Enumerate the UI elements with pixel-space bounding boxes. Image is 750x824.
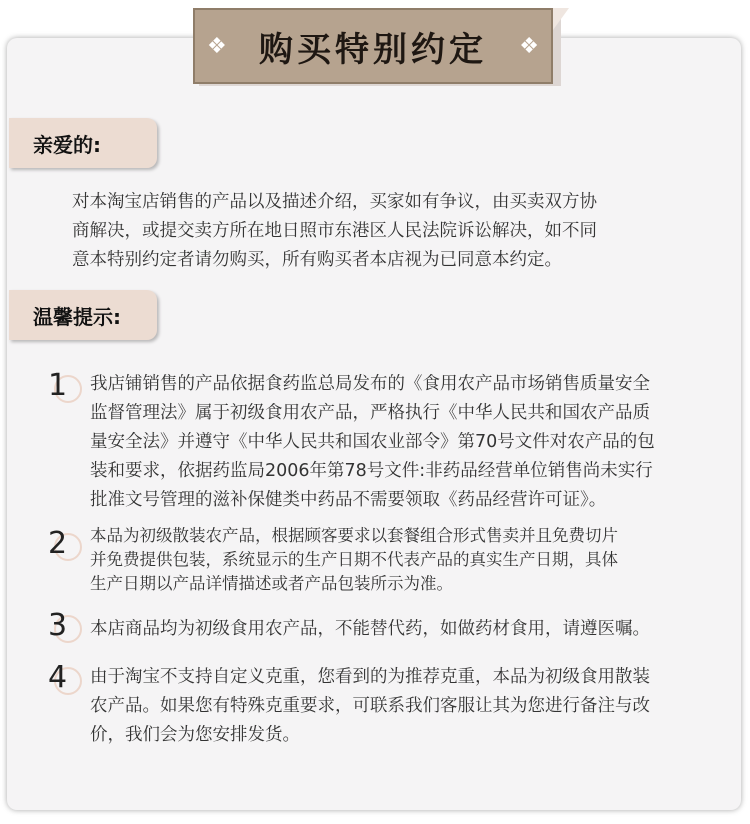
paragraph-line: 对本淘宝店销售的产品以及描述介绍，买家如有争议，由买卖双方协 (72, 192, 597, 212)
tip-line: 批准文号管理的滋补保健类中药品不需要领取《药品经营许可证》。 (90, 490, 607, 510)
page-title: 购买特别约定 (259, 29, 487, 70)
tip-line: 监督管理法》属于初级食用农产品，严格执行《中华人民共和国农产品质 (90, 403, 650, 423)
section-label-tips: 温馨提示: (9, 290, 157, 340)
tip-line: 本品为初级散装农产品，根据顾客要求以套餐组合形式售卖并且免费切片 (90, 526, 618, 545)
title-banner (193, 8, 553, 84)
title-fold (553, 8, 569, 30)
tip-line: 由于淘宝不支持自定义克重，您看到的为推荐克重，本品为初级食用散装 (90, 667, 650, 687)
tip-item (90, 615, 720, 644)
tip-line: 量安全法》并遵守《中华人民共和国农业部令》第70号文件对农产品的包 (90, 432, 655, 452)
item-number-badge: 1 (48, 372, 82, 406)
tip-line: 我店铺销售的产品依据食药监总局发布的《食用农产品市场销售质量安全 (90, 374, 650, 394)
tip-line: 装和要求，依据药监局2006年第78号文件:非药品经营单位销售尚未实行 (90, 461, 653, 481)
tip-line: 生产日期以产品详情描述或者产品包装所示为准。 (90, 574, 453, 593)
tip-item (90, 370, 720, 515)
item-number-badge: 2 (48, 530, 82, 564)
tip-line: 并免费提供包装，系统显示的生产日期不代表产品的真实生产日期，具体 (90, 550, 618, 569)
tip-line: 农产品。如果您有特殊克重要求，可联系我们客服让其为您进行备注与改 (90, 696, 650, 716)
tip-item (90, 524, 720, 596)
item-number-badge: 4 (48, 664, 82, 698)
agreement-paragraph (72, 188, 702, 275)
diamond-icon: ❖ (519, 34, 539, 59)
paragraph-line: 意本特别约定者请勿购买，所有购买者本店视为已同意本约定。 (72, 250, 562, 270)
section-label-dear: 亲爱的: (9, 118, 157, 168)
item-number-badge: 3 (48, 612, 82, 646)
paragraph-line: 商解决，或提交卖方所在地日照市东港区人民法院诉讼解决，如不同 (72, 221, 597, 241)
tip-line: 本店商品均为初级食用农产品，不能替代药，如做药材食用，请遵医嘱。 (90, 619, 650, 639)
tip-item (90, 663, 720, 750)
tip-line: 价，我们会为您安排发货。 (90, 725, 300, 745)
diamond-icon: ❖ (207, 34, 227, 59)
